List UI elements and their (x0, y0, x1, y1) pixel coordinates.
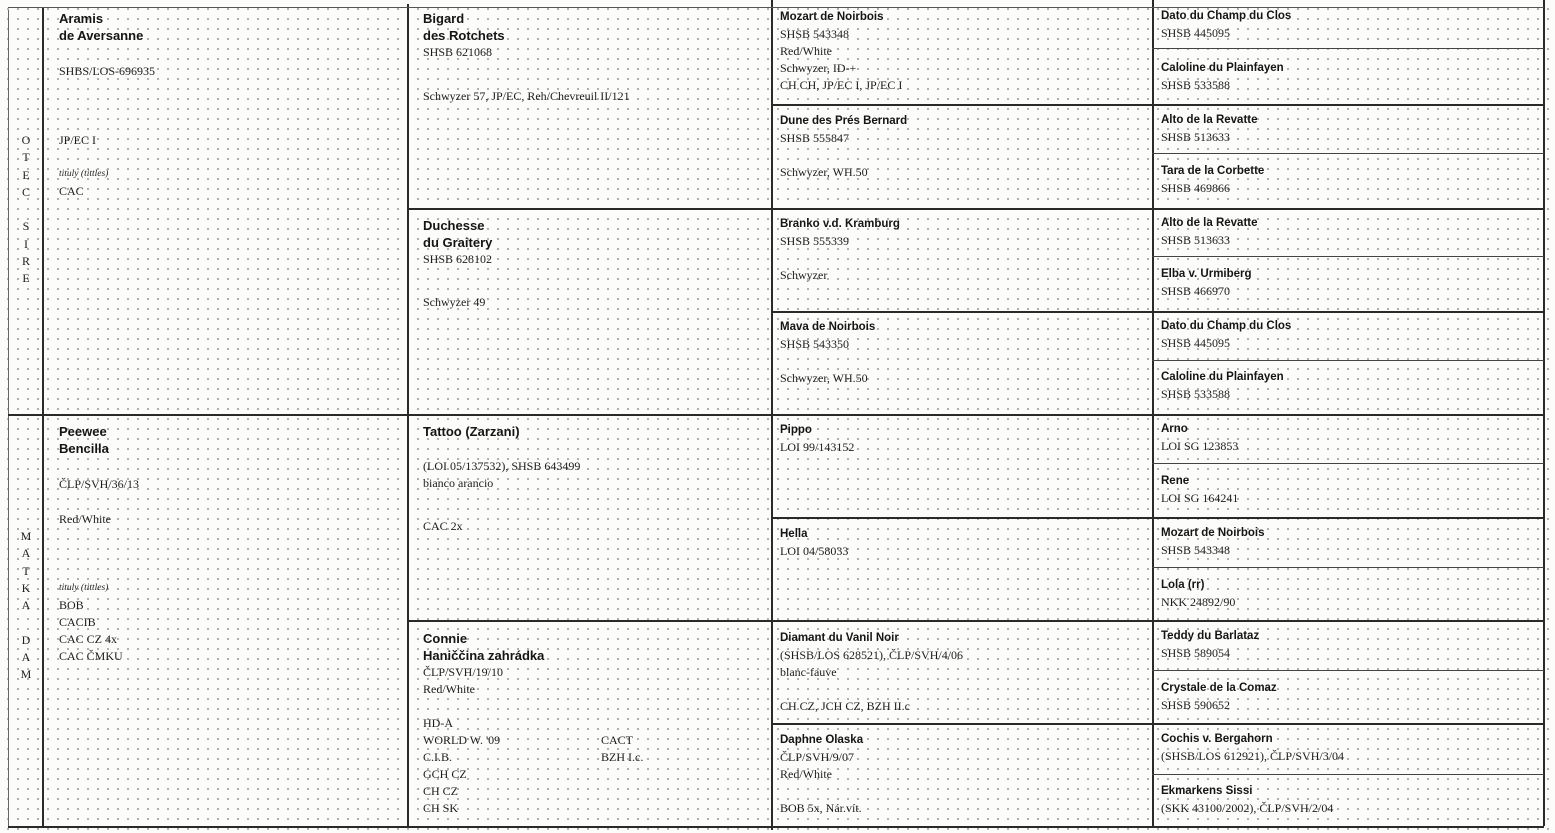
divider-gen4-d (1152, 360, 1544, 361)
dam-name-2: Bencilla (59, 441, 109, 456)
ds-reg: (LOI 05/137532), SHSB 643499 (423, 459, 581, 473)
sire-titles-0: CAC (59, 184, 84, 198)
dam-reg: ČLP/SVH/36/13 (59, 477, 140, 491)
gen3-line: Red/White (780, 44, 832, 58)
gen3-name: Diamant du Vanil Noir (780, 632, 899, 644)
gen4-reg: NKK 24892/90 (1161, 595, 1236, 609)
ds-color: bianco arancio (423, 476, 494, 490)
ds-info: CAC 2x (423, 519, 463, 533)
ss-info: Schwyzer 57, JP/EC, Reh/Chevreuil II/121 (423, 89, 630, 103)
gen3-line: LOI 99/143152 (780, 440, 855, 454)
gen3-line (780, 783, 863, 800)
dd-name-2: Haniččina zahrádka (423, 648, 545, 663)
gen3-line: Schwyzer, ID-+ (780, 61, 857, 75)
divider-gen2-sire (407, 208, 1544, 210)
gen4-cell-3 (1161, 163, 1264, 197)
gen4-cell-15 (1161, 783, 1333, 817)
gen4-name: Mozart de Noirbois (1161, 527, 1265, 539)
dam-color: Red/White (59, 512, 111, 526)
gen3-line: SHSB 543350 (780, 337, 850, 351)
gen3-name: Mava de Noirbois (780, 321, 876, 333)
gen4-reg: SHSB 513633 (1161, 130, 1231, 144)
divider-gen4-h (1152, 774, 1544, 775)
dd-title-4: CH SK (423, 801, 459, 815)
gen4-reg: LOI SG 164241 (1161, 491, 1239, 505)
dd-title-right-0: CACT (601, 733, 634, 747)
ss-name-2: des Rotchets (423, 28, 505, 43)
sire-name-1: Aramis (59, 11, 104, 26)
gen3-name: Mozart de Noirbois (780, 11, 884, 23)
gen3-line (780, 681, 963, 698)
dam-side-label: M A T K A D A M (20, 529, 32, 682)
gen4-reg: LOI SG 123853 (1161, 439, 1239, 453)
dam-sire-cell (423, 423, 580, 535)
gen3-cell-5 (780, 526, 848, 560)
gen4-name: Dato du Champ du Clos (1161, 10, 1292, 22)
gen4-name: Elba v. Urmiberg (1161, 268, 1252, 280)
sire-title: JP/EC I (59, 133, 97, 147)
gen3-line: Schwyzer, WH.50 (780, 165, 868, 179)
gen3-name: Hella (780, 528, 808, 540)
sd-reg: SHSB 628102 (423, 252, 493, 266)
sire-cell (59, 10, 155, 200)
gen3-name: Daphne Olaska (780, 734, 864, 746)
gen3-name: Pippo (780, 424, 812, 436)
divider-gen3-5 (771, 517, 1544, 519)
gen3-line: (SHSB/LOS 628521), ČLP/SVH/4/06 (780, 648, 964, 662)
divider-gen3-1 (771, 104, 1544, 106)
gen4-reg: SHSB 590652 (1161, 698, 1231, 712)
gen4-name: Dato du Champ du Clos (1161, 320, 1292, 332)
gen3-cell-1 (780, 113, 907, 181)
divider-gen2-dam (407, 620, 1544, 622)
ds-name-1: Tattoo (Zarzani) (423, 424, 520, 439)
gen4-reg: SHSB 513633 (1161, 233, 1231, 247)
sire-name-2: de Aversanne (59, 28, 144, 43)
gen3-line: Schwyzer (780, 268, 828, 282)
gen3-name: Dune des Prés Bernard (780, 115, 908, 127)
gen3-line (780, 353, 875, 370)
gen4-reg: SHSB 445095 (1161, 336, 1231, 350)
dam-titles-0: BOB (59, 598, 84, 612)
gen4-reg: SHSB 469866 (1161, 181, 1231, 195)
dam-titles-1: CACIB (59, 615, 96, 629)
gen3-cell-6 (780, 630, 963, 715)
divider-right-edge (1543, 0, 1545, 826)
dam-titles-3: CAC ČMKU (59, 649, 123, 663)
gen4-cell-13 (1161, 680, 1277, 714)
gen3-cell-3 (780, 319, 875, 387)
sire-titles-label: tituly (tittles) (59, 169, 109, 179)
divider-gen4-b (1152, 153, 1544, 154)
divider-gen3-7 (771, 723, 1544, 725)
dd-title-0: WORLD W. '09 (423, 733, 501, 747)
gen3-line: SHSB 555847 (780, 131, 850, 145)
gen4-name: Alto de la Revatte (1161, 114, 1258, 126)
dam-cell (59, 423, 139, 665)
dd-title-right-1: BZH I.c. (601, 750, 644, 764)
divider-gen4-c (1152, 256, 1544, 257)
sd-info: Schwyzer 49 (423, 295, 486, 309)
sire-reg: SHBS/LOS-696935 (59, 64, 156, 78)
gen4-cell-2 (1161, 112, 1258, 146)
gen4-cell-9 (1161, 473, 1238, 507)
gen4-name: Cochis v. Bergahorn (1161, 733, 1273, 745)
gen3-line (780, 147, 907, 164)
gen4-cell-8 (1161, 421, 1238, 455)
gen4-cell-6 (1161, 318, 1291, 352)
gen4-reg: SHSB 533588 (1161, 387, 1231, 401)
gen4-cell-5 (1161, 266, 1252, 300)
gen4-name: Arno (1161, 423, 1188, 435)
gen4-name: Caloline du Plainfayen (1161, 371, 1284, 383)
gen3-cell-2 (780, 216, 900, 284)
gen4-reg: (SHSB/LOS 612921), ČLP/SVH/3/04 (1161, 749, 1345, 763)
gen3-line: blanc-fauve (780, 665, 837, 679)
dd-title-2: GCH CZ (423, 767, 467, 781)
divider-left-edge (8, 10, 9, 826)
gen3-cell-0 (780, 9, 902, 94)
gen4-reg: (SKK 43100/2002), ČLP/SVH/2/04 (1161, 801, 1334, 815)
gen4-name: Tara de la Corbette (1161, 165, 1265, 177)
gen3-name: Branko v.d. Kramburg (780, 218, 900, 230)
gen4-cell-10 (1161, 525, 1265, 559)
gen4-name: Lola (rr) (1161, 579, 1205, 591)
dam-name-1: Peewee (59, 424, 107, 439)
gen3-line: CH CH, JP/EC I, JP/EC I (780, 78, 903, 92)
dd-hd: HD-A (423, 716, 453, 730)
gen4-cell-12 (1161, 628, 1259, 662)
gen4-name: Teddy du Barlataz (1161, 630, 1260, 642)
gen4-name: Alto de la Revatte (1161, 217, 1258, 229)
dam-titles-label: tituly (tittles) (59, 583, 109, 593)
gen4-cell-1 (1161, 60, 1284, 94)
gen3-line: CH CZ, JCH CZ, BZH II.c (780, 699, 910, 713)
sire-side-label: O T E C S I R E (21, 133, 31, 286)
ss-reg: SHSB 621068 (423, 45, 493, 59)
divider-left-label (42, 8, 44, 826)
divider-gen4-e (1152, 463, 1544, 464)
gen4-cell-4 (1161, 215, 1258, 249)
gen4-name: Crystale de la Comaz (1161, 682, 1277, 694)
gen4-cell-11 (1161, 577, 1235, 611)
gen4-reg: SHSB 533588 (1161, 78, 1231, 92)
divider-top (8, 7, 1544, 8)
gen4-cell-14 (1161, 731, 1344, 765)
ss-name-1: Bigard (423, 11, 465, 26)
gen3-line: SHSB 555339 (780, 234, 850, 248)
sd-name-2: du Graitery (423, 235, 493, 250)
gen4-name: Ekmarkens Sissi (1161, 785, 1253, 797)
sire-sire-cell (423, 10, 630, 105)
gen3-line: Schwyzer, WH.50 (780, 371, 868, 385)
divider-gen4-a (1152, 48, 1544, 49)
dd-color: Red/White (423, 682, 475, 696)
dd-title-3: CH CZ (423, 784, 459, 798)
gen3-cell-4 (780, 422, 854, 456)
gen4-name: Caloline du Plainfayen (1161, 62, 1284, 74)
gen3-line: SHSB 543348 (780, 27, 850, 41)
gen4-cell-0 (1161, 8, 1291, 42)
divider-gen4-g (1152, 670, 1544, 671)
gen4-reg: SHSB 543348 (1161, 543, 1231, 557)
gen4-reg: SHSB 589054 (1161, 646, 1231, 660)
gen4-name: Rene (1161, 475, 1190, 487)
gen3-line: Red/White (780, 767, 832, 781)
gen3-line: BOB 5x, Nár.vít. (780, 801, 862, 815)
gen3-cell-7 (780, 732, 863, 817)
divider-gen3-3 (771, 311, 1544, 313)
divider-gen4-f (1152, 567, 1544, 568)
gen4-cell-7 (1161, 369, 1284, 403)
dd-title-1: C.I.B. (423, 750, 453, 764)
gen3-line: LOI 04/58033 (780, 544, 849, 558)
dam-dam-titles-right (601, 732, 643, 766)
gen4-reg: SHSB 466970 (1161, 284, 1231, 298)
dd-reg: ČLP/SVH/19/10 (423, 665, 504, 679)
dd-name-1: Connie (423, 631, 468, 646)
dam-dam-cell (423, 630, 763, 817)
gen3-line (780, 250, 900, 267)
gen4-reg: SHSB 445095 (1161, 26, 1231, 40)
sire-dam-cell (423, 217, 492, 311)
dam-titles-2: CAC CZ 4x (59, 632, 118, 646)
sd-name-1: Duchesse (423, 218, 485, 233)
divider-sire-dam (8, 414, 1544, 416)
gen3-line: ČLP/SVH/9/07 (780, 750, 855, 764)
divider-bottom (8, 826, 1544, 828)
